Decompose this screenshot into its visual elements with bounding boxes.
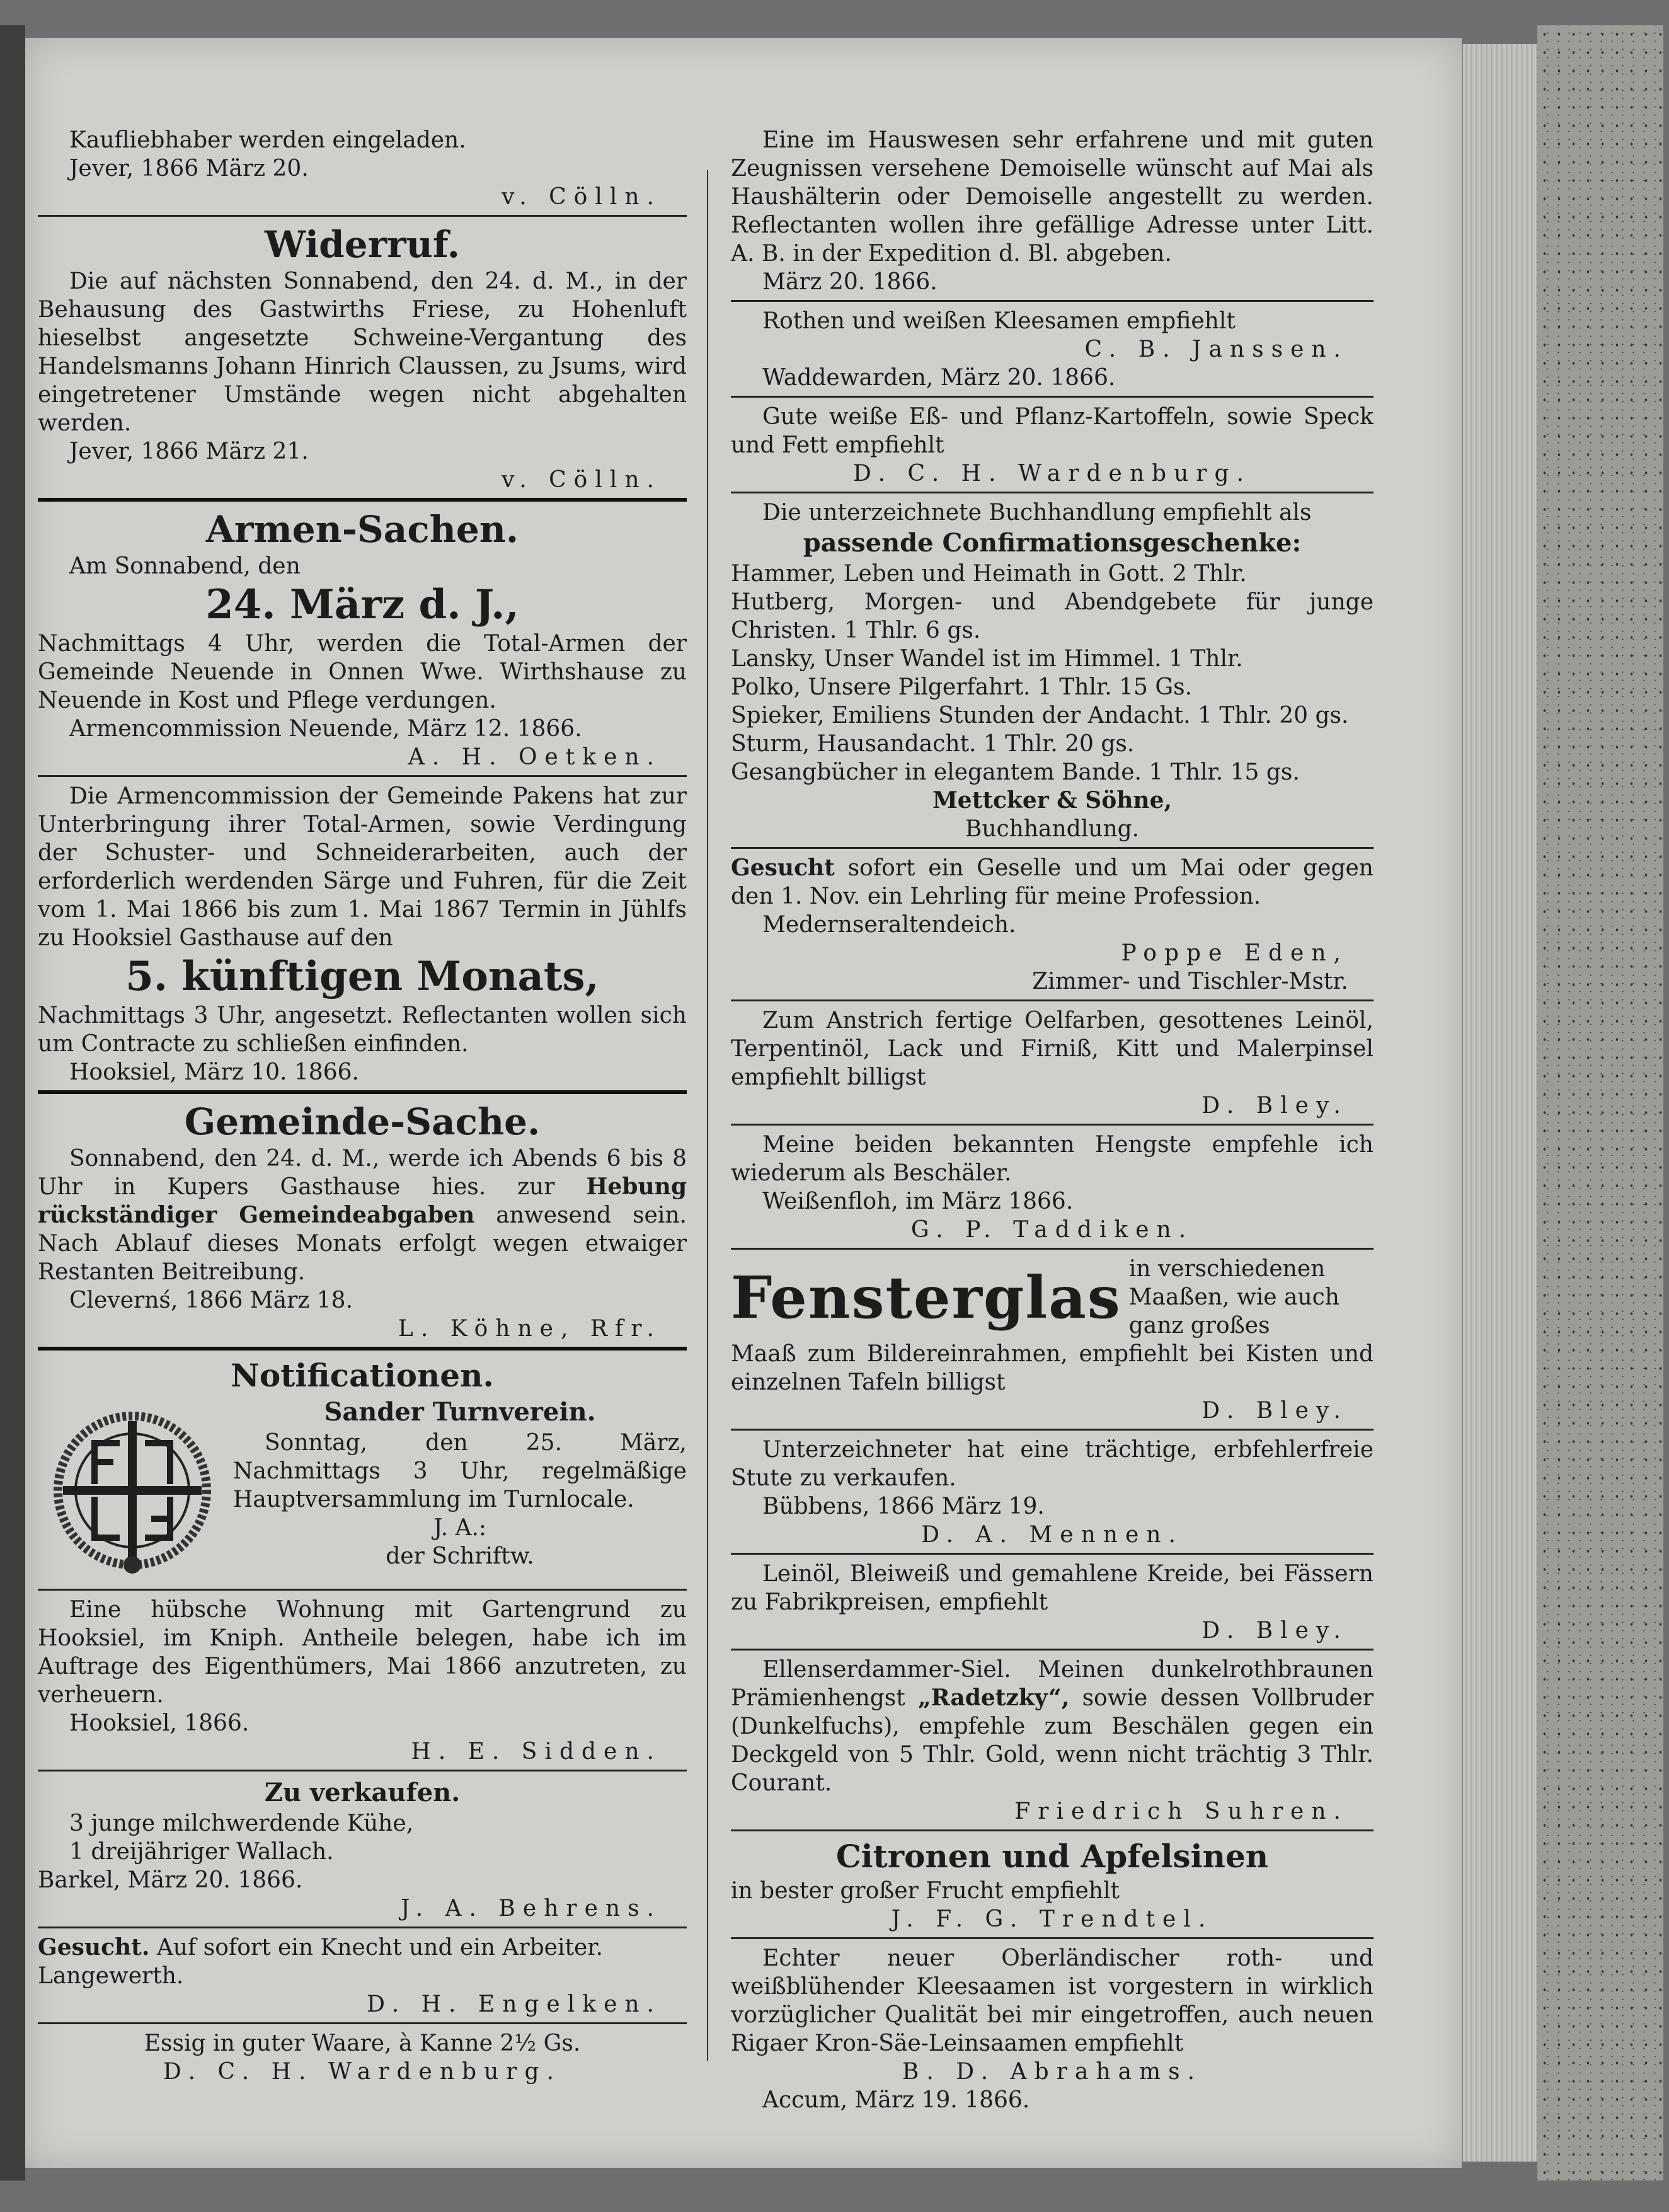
turnverein-text bbox=[227, 1396, 687, 1585]
ad-signature: L. Köhne, Rfr. bbox=[398, 1316, 662, 1342]
ad-text: Maaß zum Bildereinrahmen, empfiehlt bei Kisten und einzelnen Tafeln billigst bbox=[731, 1341, 1374, 1395]
ad-signature: v. Cölln. bbox=[502, 467, 662, 493]
ad-pakens bbox=[38, 782, 687, 1086]
book-item: Spieker, Emiliens Stunden der Andacht. 1 Thlr. 20 gs. bbox=[731, 703, 1349, 729]
ad-essig bbox=[38, 2029, 687, 2086]
ad-kleesaamen bbox=[731, 1944, 1374, 2114]
separator bbox=[38, 1927, 687, 1928]
ad-signature: D. Bley. bbox=[1202, 1093, 1348, 1119]
ad-text: Eine im Hauswesen sehr erfahrene und mit guten Zeugnissen versehene Demoiselle wünscht auf Mai als Haushälterin oder Demoiselle angestellt zu werden. Reflectanten wollen ihre gefällige Adresse unter Litt. A. B. in der Expedition d. Bl. abgeben. bbox=[731, 127, 1374, 267]
ad-text-part: Auf sofort ein Knecht und ein Arbeiter. bbox=[156, 1935, 603, 1961]
ad-text: Am Sonnabend, den bbox=[69, 553, 301, 579]
separator bbox=[38, 215, 687, 217]
ad-signature: D. C. H. Wardenburg. bbox=[163, 2059, 561, 2085]
separator bbox=[38, 498, 687, 502]
ad-signature: D. A. Mennen. bbox=[921, 1522, 1183, 1548]
ad-fensterglas bbox=[731, 1255, 1374, 1425]
ad-date: Hooksiel, 1866. bbox=[69, 1710, 249, 1736]
ad-text: in verschiedenen Maaßen, wie auch ganz großes bbox=[1128, 1256, 1339, 1339]
book-cover-speckled bbox=[1537, 25, 1663, 2180]
separator bbox=[38, 1589, 687, 1591]
ad-date: Armencommission Neuende, März 12. 1866. bbox=[69, 716, 582, 742]
left-column bbox=[38, 126, 687, 2086]
separator bbox=[731, 1553, 1374, 1555]
ad-emphasis: passende Confirmationsgeschenke: bbox=[803, 528, 1302, 558]
ad-armen-sachen bbox=[38, 507, 687, 771]
ad-leinoel bbox=[731, 1560, 1374, 1645]
separator bbox=[38, 1347, 687, 1351]
ad-date: Clevernś, 1866 März 18. bbox=[69, 1287, 353, 1313]
ad-signature: v. Cölln. bbox=[502, 184, 662, 210]
ad-signature: D. Bley. bbox=[1202, 1398, 1348, 1424]
ad-signature: G. P. Taddiken. bbox=[910, 1217, 1194, 1243]
ad-signature-sub: Buchhandlung. bbox=[965, 816, 1140, 842]
turnverein-emblem-icon bbox=[38, 1396, 227, 1585]
ad-date: Hooksiel, März 10. 1866. bbox=[69, 1059, 359, 1085]
ad-buchhandlung bbox=[731, 498, 1374, 843]
ad-signature: H. E. Sidden. bbox=[411, 1739, 662, 1765]
ad-radetzky bbox=[731, 1656, 1374, 1826]
ad-text bbox=[731, 854, 1374, 911]
ad-kaufliebhaber bbox=[38, 126, 687, 211]
ad-date: Barkel, März 20. 1866. bbox=[38, 1867, 303, 1893]
ad-text: Rothen und weißen Kleesamen empfiehlt bbox=[762, 308, 1236, 334]
ad-text: Meine beiden bekannten Hengste empfehle ich wiederum als Beschäler. bbox=[731, 1132, 1374, 1186]
section-heading: Notificationen. bbox=[231, 1357, 494, 1394]
ad-gemeinde-sache bbox=[38, 1099, 687, 1343]
ad-date: Jever, 1866 März 20. bbox=[69, 156, 309, 181]
separator bbox=[731, 1124, 1374, 1126]
ad-text: Zum Anstrich fertige Oelfarben, gesottenes Leinöl, Terpentinöl, Lack und Firniß, Kitt und Malerpinsel empfiehlt billigst bbox=[731, 1008, 1374, 1090]
ad-citronen bbox=[731, 1836, 1374, 1933]
ad-signature: B. D. Abrahams. bbox=[902, 2059, 1203, 2085]
ad-date: Waddewarden, März 20. 1866. bbox=[762, 365, 1116, 391]
ad-zu-verkaufen bbox=[38, 1777, 687, 1923]
ad-date: März 20. 1866. bbox=[762, 269, 938, 295]
separator bbox=[38, 2022, 687, 2024]
turnverein-title: Sander Turnverein. bbox=[324, 1397, 596, 1427]
ad-text: Kaufliebhaber werden eingeladen. bbox=[69, 127, 466, 153]
ad-text-part: anwesend sein. Nach Ablauf dieses Monats erfolgt wegen etwaiger Restanten Beitreibung. bbox=[38, 1202, 687, 1285]
ad-text-bold: Gesucht bbox=[731, 855, 835, 881]
ad-kartoffeln bbox=[731, 403, 1374, 488]
ad-text: Essig in guter Waare, à Kanne 2½ Gs. bbox=[144, 2031, 581, 2056]
ad-signature: J. F. G. Trendtel. bbox=[891, 1906, 1213, 1932]
ad-date: Jever, 1866 März 21. bbox=[69, 439, 309, 464]
ad-date: Bübbens, 1866 März 19. bbox=[762, 1494, 1045, 1519]
book-item: Hammer, Leben und Heimath in Gott. 2 Thlr. bbox=[731, 561, 1247, 587]
fensterglas-word: Fensterglas bbox=[731, 1263, 1121, 1332]
section-heading: Zu verkaufen. bbox=[264, 1778, 461, 1807]
section-heading: Gemeinde-Sache. bbox=[184, 1100, 541, 1143]
ad-signature: D. Bley. bbox=[1202, 1618, 1348, 1644]
right-column bbox=[731, 126, 1374, 2114]
turnverein-notice bbox=[38, 1396, 687, 1585]
ad-text: Die Armencommission der Gemeinde Pakens hat zur Unterbringung ihrer Total-Armen, sowie Verdingung der Schuster- und Schneiderarbeiten, auch der erforderlich werdenden Särge und Fuhren, für die Zeit vom 1. Mai 1866 bis zum 1. Mai 1867 Termin in Jühlfs zu Hooksiel Gasthause auf den bbox=[38, 783, 687, 951]
book-item: Lansky, Unser Wandel ist im Himmel. 1 Thlr. bbox=[731, 646, 1243, 672]
ad-text-bold: Gesucht. bbox=[38, 1934, 150, 1961]
ad-text-bold: Hebung rückständiger Gemeindeabgaben bbox=[38, 1173, 687, 1228]
book-spine-left bbox=[0, 25, 25, 2180]
ad-text: Gute weiße Eß- und Pflanz-Kartoffeln, sowie Speck und Fett empfiehlt bbox=[731, 404, 1374, 458]
ad-place: Langewerth. bbox=[38, 1963, 184, 1989]
ad-text-part: Ellenserdammer-Siel. Meinen dunkelrothbraunen Prämienhengst bbox=[731, 1657, 1374, 1711]
ad-text: Unterzeichneter hat eine trächtige, erbfehlerfreie Stute zu verkaufen. bbox=[731, 1437, 1374, 1491]
ad-text: Eine hübsche Wohnung mit Gartengrund zu Hooksiel, im Kniph. Antheile belegen, habe ich im Auftrage des Eigenthümers, Mai 1866 anzutreten, zu verheuern. bbox=[38, 1597, 687, 1708]
separator bbox=[731, 492, 1374, 493]
ad-stute bbox=[731, 1436, 1374, 1549]
ad-signature: C. B. Janssen. bbox=[1084, 337, 1348, 362]
ad-text: 3 junge milchwerdende Kühe, bbox=[69, 1811, 414, 1836]
separator bbox=[731, 999, 1374, 1001]
separator bbox=[731, 396, 1374, 398]
separator bbox=[731, 1829, 1374, 1831]
ad-wohnung bbox=[38, 1596, 687, 1766]
ad-text bbox=[731, 1656, 1374, 1797]
ad-text: 1 dreijähriger Wallach. bbox=[69, 1839, 334, 1865]
section-heading: Widerruf. bbox=[265, 223, 460, 266]
book-item: Sturm, Hausandacht. 1 Thlr. 20 gs. bbox=[731, 731, 1135, 757]
separator bbox=[38, 1090, 687, 1094]
ad-text: Leinöl, Bleiweiß und gemahlene Kreide, bei Fässern zu Fabrikpreisen, empfiehlt bbox=[731, 1561, 1374, 1615]
ad-signature: Poppe Eden, bbox=[1121, 940, 1348, 966]
ad-date: Weißenfloh, im März 1866. bbox=[762, 1189, 1074, 1214]
ad-text: Die auf nächsten Sonnabend, den 24. d. M., in der Behausung des Gastwirths Friese, zu Hohenluft hieselbst angesetzte Schweine-Vergantung des Handelsmanns Johann Hinrich Claussen, zu Jsums, wird eingetretener Umstände wegen nicht abgehalten werden. bbox=[38, 268, 687, 436]
ad-date-emphasis: 24. März d. J., bbox=[205, 581, 519, 628]
separator bbox=[731, 1429, 1374, 1431]
separator bbox=[731, 300, 1374, 302]
ad-text: Die unterzeichnete Buchhandlung empfiehlt als bbox=[762, 500, 1312, 526]
ad-text-part: sowie dessen Vollbruder (Dunkelfuchs), empfehle zum Beschälen gegen ein Deckgeld von 5 Thlr. Gold, wenn nicht trächtig 3 Thlr. Courant. bbox=[731, 1685, 1374, 1796]
page-edges bbox=[1462, 44, 1539, 2162]
ad-text-part: Sonnabend, den 24. d. M., werde ich Abends 6 bis 8 Uhr in Kupers Gasthause hies. zur bbox=[38, 1146, 687, 1200]
ad-signature: J. A. Behrens. bbox=[401, 1896, 662, 1921]
section-heading: Citronen und Apfelsinen bbox=[835, 1838, 1269, 1875]
ad-signature: Mettcker & Söhne, bbox=[932, 787, 1173, 814]
ad-text: J. A.: bbox=[433, 1515, 487, 1541]
separator bbox=[38, 775, 687, 777]
separator bbox=[731, 847, 1374, 849]
ad-text: Echter neuer Oberländischer roth- und weißblühender Kleesaamen ist vorgestern in wirklich vorzüglicher Qualität bei mir eingetroffen, auch neuen Rigaer Kron-Säe-Leinsaamen empfiehlt bbox=[731, 1945, 1374, 2056]
ad-signature: D. C. H. Wardenburg. bbox=[853, 461, 1251, 487]
ad-date: Accum, März 19. 1866. bbox=[762, 2087, 1030, 2113]
ad-text: Sonntag, den 25. März, Nachmittags 3 Uhr, regelmäßige Hauptversammlung im Turnlocale. bbox=[233, 1430, 687, 1512]
separator bbox=[38, 1770, 687, 1771]
ad-signature: D. H. Engelken. bbox=[367, 1991, 662, 2017]
ad-signature: A. H. Oetken. bbox=[408, 744, 662, 770]
ad-text bbox=[38, 1144, 687, 1286]
ad-signature-sub: Zimmer- und Tischler-Mstr. bbox=[1032, 969, 1348, 994]
ad-place: Medernseraltendeich. bbox=[762, 912, 1016, 938]
ad-demoiselle bbox=[731, 126, 1374, 296]
ad-text: Nachmittags 4 Uhr, werden die Total-Armen der Gemeinde Neuende in Onnen Wwe. Wirthshause zu Neuende in Kost und Pflege verdungen. bbox=[38, 631, 687, 713]
ad-hengste bbox=[731, 1131, 1374, 1244]
ad-signature: der Schriftw. bbox=[386, 1543, 534, 1569]
separator bbox=[731, 1248, 1374, 1250]
book-item: Polko, Unsere Pilgerfahrt. 1 Thlr. 15 Gs. bbox=[731, 674, 1193, 700]
ad-text-part: sofort ein Geselle und um Mai oder gegen den 1. Nov. ein Lehrling für meine Profession. bbox=[731, 855, 1374, 909]
ad-gesucht-geselle bbox=[731, 854, 1374, 996]
ad-text-bold: „Radetzky“, bbox=[917, 1685, 1070, 1711]
fensterglas-header bbox=[731, 1255, 1374, 1340]
ad-text: in bester großer Frucht empfiehlt bbox=[731, 1878, 1120, 1904]
ad-notificationen bbox=[38, 1356, 687, 1585]
ad-widerruf bbox=[38, 222, 687, 494]
book-item: Gesangbücher in elegantem Bande. 1 Thlr. 15 gs. bbox=[731, 759, 1300, 785]
ad-farben bbox=[731, 1006, 1374, 1120]
ad-gesucht-knecht bbox=[38, 1933, 687, 2019]
separator bbox=[731, 1937, 1374, 1939]
ad-date-emphasis: 5. künftigen Monats, bbox=[125, 953, 599, 1000]
book-item: Hutberg, Morgen- und Abendgebete für junge Christen. 1 Thlr. 6 gs. bbox=[731, 589, 1374, 643]
column-divider bbox=[707, 170, 708, 2061]
separator bbox=[731, 1649, 1374, 1650]
ad-text bbox=[38, 1933, 687, 1962]
ad-text: Nachmittags 3 Uhr, angesetzt. Reflectanten wollen sich um Contracte zu schließen einfinden. bbox=[38, 1003, 687, 1057]
ad-kleesamen bbox=[731, 307, 1374, 392]
ad-signature: Friedrich Suhren. bbox=[1014, 1799, 1348, 1824]
section-heading: Armen-Sachen. bbox=[205, 508, 519, 551]
